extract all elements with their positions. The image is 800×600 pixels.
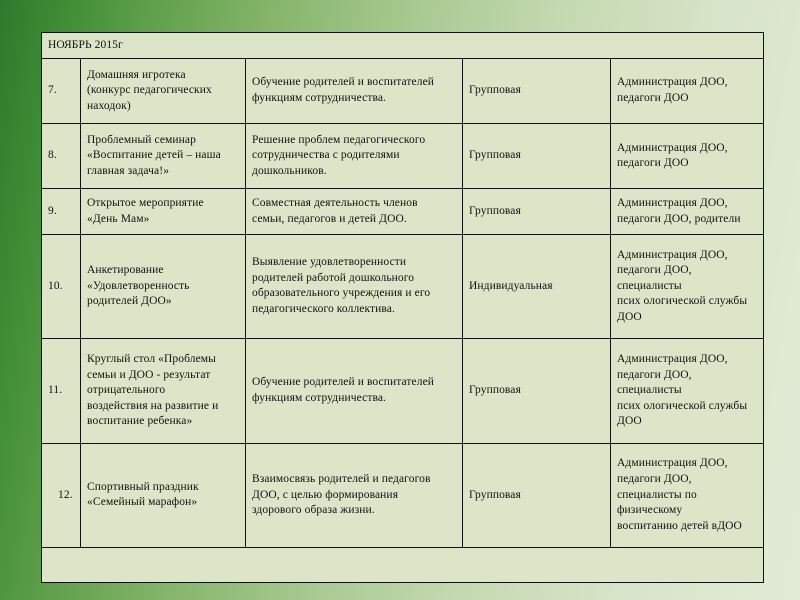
event-form: Групповая [463, 124, 611, 189]
event-responsible-line: физическому [617, 504, 683, 517]
event-responsible-line: Администрация ДОО, [617, 76, 728, 89]
event-name-line: Открытое мероприятие [87, 196, 204, 209]
event-goal-line: ДОО, с целью формирования [252, 488, 399, 501]
event-form: Групповая [463, 189, 611, 235]
table-row [42, 443, 764, 547]
event-goal [246, 443, 463, 547]
event-responsible-line: Администрация ДОО, [617, 353, 728, 366]
event-responsible [611, 339, 764, 443]
row-number: 9. [42, 189, 81, 235]
event-responsible-line: псих ологической службы [617, 399, 748, 412]
event-responsible [611, 189, 764, 235]
row-number: 8. [42, 124, 81, 189]
event-name-line: отрицательного [87, 384, 166, 397]
table-row [42, 189, 764, 235]
event-goal [246, 189, 463, 235]
event-responsible-line: ДОО [617, 310, 642, 323]
table-row [42, 234, 764, 338]
event-goal-line: Совместная деятельность членов [252, 196, 418, 209]
event-name-line: Проблемный семинар [87, 133, 196, 146]
event-goal-line: Решение проблем педагогического [252, 133, 426, 146]
event-goal-line: педагогического коллектива. [252, 302, 395, 315]
row-number: 10. [42, 234, 81, 338]
event-name-line: (конкурс педагогических [87, 84, 212, 97]
table-row [42, 124, 764, 189]
event-responsible-line: педагоги ДОО, [617, 473, 692, 485]
event-name-line: Анкетирование [87, 264, 164, 277]
event-goal-line: Обучение родителей и воспитателей [252, 376, 435, 389]
event-responsible-line: ДОО [617, 415, 642, 428]
event-goal-line: родителей работой дошкольного [252, 271, 415, 284]
schedule-table-container [41, 32, 763, 583]
event-name-line: главная задача!» [87, 164, 170, 177]
event-name [81, 234, 246, 338]
row-number: 12. [42, 443, 81, 547]
event-goal [246, 58, 463, 123]
event-goal [246, 339, 463, 443]
event-responsible-line: специалисты [617, 279, 682, 292]
event-responsible-line: педагоги ДОО, [617, 264, 692, 277]
event-form: Индивидуальная [463, 234, 611, 338]
event-responsible-line: Администрация ДОО, [617, 248, 728, 261]
event-goal-line: функциям сотрудничества. [252, 92, 387, 104]
event-name-line: Спортивный праздник [87, 480, 199, 493]
event-responsible-line: псих ологической службы [617, 295, 748, 308]
event-responsible [611, 124, 764, 189]
blank-cell [42, 548, 764, 583]
event-name [81, 443, 246, 547]
table-header-row [42, 33, 764, 59]
table-row [42, 58, 764, 123]
event-responsible-line: Администрация ДОО, [617, 196, 728, 209]
event-name [81, 58, 246, 123]
event-name-line: воспитание ребенка» [87, 415, 193, 428]
table-blank-row [42, 548, 764, 583]
event-responsible-line: педагоги ДОО [617, 92, 689, 104]
event-responsible-line: специалисты по [617, 488, 697, 501]
event-goal-line: семьи, педагогов и детей ДОО. [252, 212, 407, 225]
event-name-line: находок) [87, 99, 131, 112]
event-goal-line: образовательного учреждения и его [252, 287, 431, 300]
event-responsible-line: педагоги ДОО, [617, 368, 692, 381]
event-name [81, 124, 246, 189]
event-name-line: «День Мам» [87, 212, 150, 225]
row-number: 11. [42, 339, 81, 443]
event-goal-line: дошкольников. [252, 164, 327, 177]
event-responsible-line: специалисты [617, 384, 682, 397]
event-form: Групповая [463, 339, 611, 443]
event-responsible [611, 58, 764, 123]
schedule-table [41, 32, 764, 583]
event-goal [246, 124, 463, 189]
event-responsible-line: педагоги ДОО, родители [617, 212, 741, 225]
event-goal-line: Взаимосвязь родителей и педагогов [252, 473, 431, 485]
event-responsible [611, 234, 764, 338]
event-goal-line: здорового образа жизни. [252, 504, 375, 517]
event-name-line: Домашняя игротека [87, 68, 186, 81]
event-name-line: семьи и ДОО - результат [87, 368, 211, 381]
row-number: 7. [42, 58, 81, 123]
event-goal-line: Обучение родителей и воспитателей [252, 76, 435, 89]
event-name [81, 339, 246, 443]
event-name-line: «Удовлетворенность [87, 279, 190, 292]
month-header: НОЯБРЬ 2015г [42, 33, 764, 59]
event-form: Групповая [463, 58, 611, 123]
event-name-line: Круглый стол «Проблемы [87, 353, 217, 366]
event-form: Групповая [463, 443, 611, 547]
event-responsible-line: Администрация ДОО, [617, 457, 728, 470]
event-goal [246, 234, 463, 338]
event-responsible-line: педагоги ДОО [617, 157, 689, 170]
event-name [81, 189, 246, 235]
event-responsible [611, 443, 764, 547]
event-goal-line: функциям сотрудничества. [252, 391, 387, 404]
event-name-line: воздействия на развитие и [87, 399, 219, 412]
event-goal-line: сотрудничества с родителями [252, 149, 400, 162]
event-responsible-line: Администрация ДОО, [617, 141, 728, 154]
event-name-line: «Семейный марафон» [87, 496, 198, 509]
table-row [42, 339, 764, 443]
event-responsible-line: воспитанию детей вДОО [617, 519, 742, 532]
event-name-line: «Воспитание детей – наша [87, 149, 221, 162]
event-goal-line: Выявление удовлетворенности [252, 256, 407, 269]
event-name-line: родителей ДОО» [87, 295, 172, 308]
